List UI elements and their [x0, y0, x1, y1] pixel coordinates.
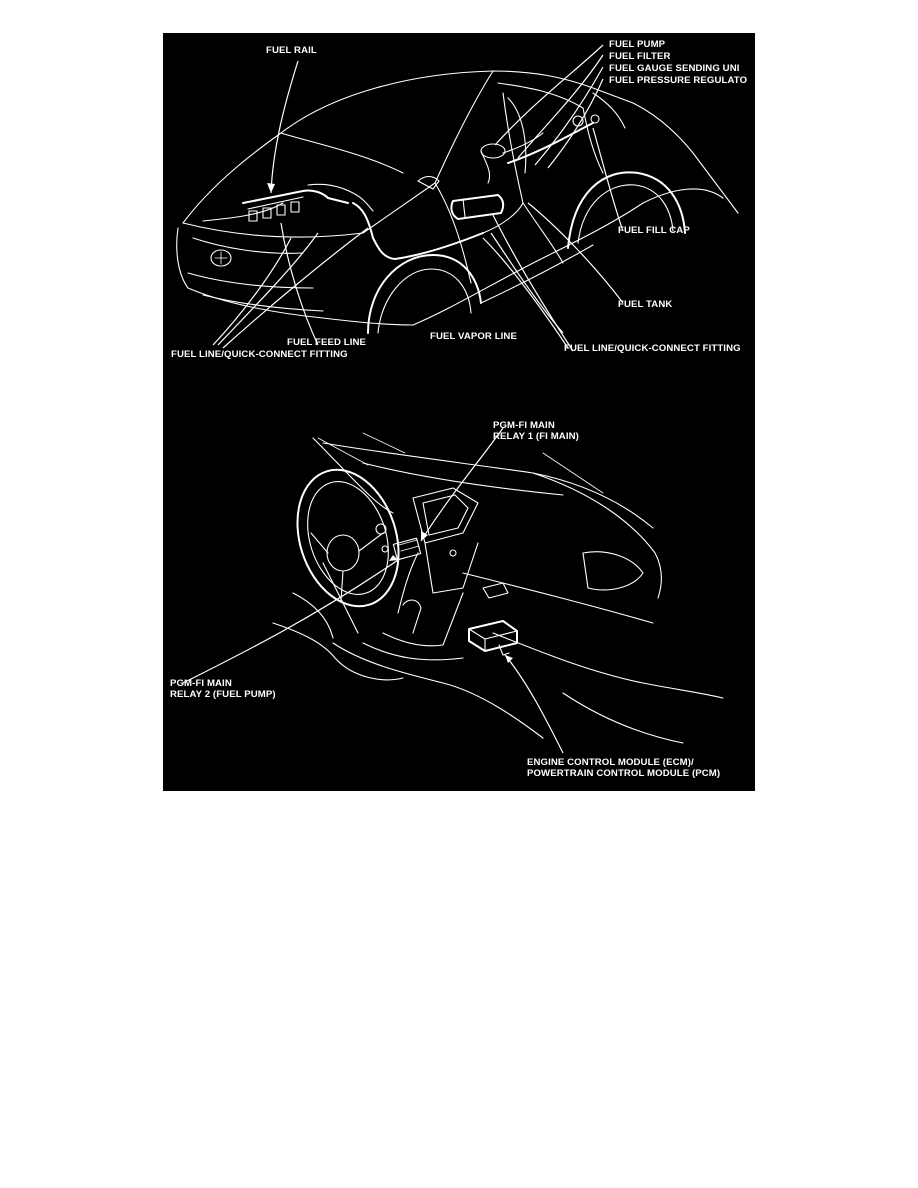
label-ecm-line2: POWERTRAIN CONTROL MODULE (PCM): [527, 768, 721, 779]
label-fuel-line-fitting-right: FUEL LINE/QUICK-CONNECT FITTING: [564, 343, 741, 354]
car-illustration: [177, 71, 738, 333]
dashboard-illustration: [273, 433, 723, 743]
label-ecm-line1: ENGINE CONTROL MODULE (ECM)/: [527, 757, 694, 768]
bottom-leader-lines: [183, 428, 563, 753]
label-fuel-line-fitting-left: FUEL LINE/QUICK-CONNECT FITTING: [171, 349, 348, 360]
label-fuel-vapor-line: FUEL VAPOR LINE: [430, 331, 517, 342]
label-relay1-line2: RELAY 1 (FI MAIN): [493, 431, 579, 442]
label-relay2-line2: RELAY 2 (FUEL PUMP): [170, 689, 276, 700]
label-fuel-fill-cap: FUEL FILL CAP: [618, 225, 690, 236]
label-fuel-feed-line: FUEL FEED LINE: [287, 337, 367, 348]
label-relay2-line1: PGM-FI MAIN: [170, 678, 232, 689]
diagram-panel: [163, 33, 755, 791]
top-leader-lines: [213, 45, 623, 351]
label-fuel-gauge-sending-unit: FUEL GAUGE SENDING UNI: [609, 63, 740, 74]
label-fuel-pump: FUEL PUMP: [609, 39, 666, 50]
diagram-artwork: [163, 33, 755, 791]
label-fuel-filter: FUEL FILTER: [609, 51, 671, 62]
label-fuel-pressure-regulator: FUEL PRESSURE REGULATO: [609, 75, 748, 86]
label-fuel-tank: FUEL TANK: [618, 299, 673, 310]
label-fuel-rail: FUEL RAIL: [266, 45, 317, 56]
label-relay1-line1: PGM-FI MAIN: [493, 420, 555, 431]
